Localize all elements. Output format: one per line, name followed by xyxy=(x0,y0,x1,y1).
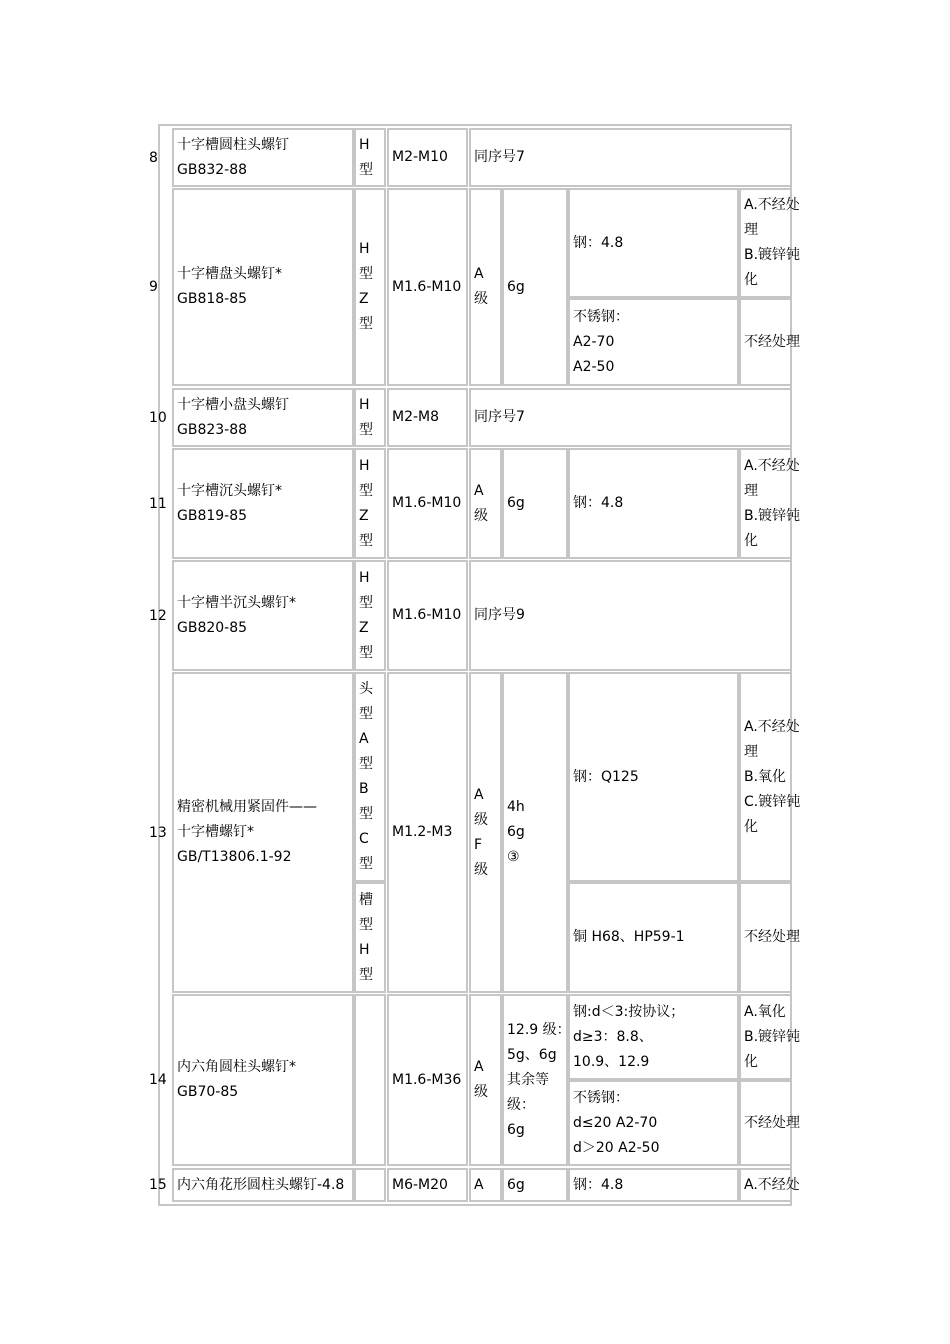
spec-range-cell-line: M2-M8 xyxy=(392,409,440,425)
head-type-cell-line: 型 xyxy=(359,421,373,438)
grade-cell-line: A xyxy=(474,266,484,282)
head-type-cell xyxy=(354,128,386,187)
thread-tolerance-cell xyxy=(502,188,568,386)
material-cell xyxy=(568,994,739,1080)
surface-treatment-cell-line: 不经处理 xyxy=(744,929,800,945)
product-name-cell-line: 十字槽半沉头螺钉* xyxy=(177,594,296,611)
row-number: 10 xyxy=(149,409,167,426)
product-name-cell xyxy=(172,128,354,187)
product-name-cell xyxy=(172,448,354,559)
head-type-cell xyxy=(354,448,386,559)
head-type-cell xyxy=(354,1168,386,1202)
spec-range-cell xyxy=(387,448,468,559)
head-type-cell-line: 型 xyxy=(359,644,373,661)
thread-tolerance-cell-line: 6g xyxy=(507,278,525,295)
grade-cell xyxy=(469,672,502,993)
spec-range-cell-line: M1.6-M10 xyxy=(392,278,462,295)
reference-note: 同序号9 xyxy=(474,607,525,623)
thread-tolerance-cell-line: ③ xyxy=(507,849,520,865)
product-name-cell-line: GB823-88 xyxy=(177,421,248,438)
thread-tolerance-cell-line: 6g xyxy=(507,1176,525,1193)
thread-tolerance-cell xyxy=(502,672,568,993)
spec-range-cell xyxy=(387,1168,468,1202)
surface-treatment-cell xyxy=(739,994,801,1080)
product-name-cell-line: 精密机械用紧固件—— xyxy=(177,799,317,815)
surface-treatment-cell-line: C.镀锌钝 xyxy=(744,793,801,810)
surface-treatment-cell-line: 不经处理 xyxy=(744,1114,800,1131)
product-name-cell-line: GB818-85 xyxy=(177,291,248,307)
product-name-cell xyxy=(172,388,354,447)
surface-treatment-cell-line: A.氧化 xyxy=(744,1003,786,1020)
material-cell-line: 不锈钢： xyxy=(573,1089,629,1106)
thread-tolerance-cell xyxy=(502,448,568,559)
surface-treatment-cell-line: B.镀锌钝 xyxy=(744,247,801,263)
head-type-cell xyxy=(354,994,386,1166)
material-cell-line: 钢：4.8 xyxy=(573,234,624,251)
surface-treatment-cell xyxy=(739,672,801,882)
spec-range-cell-line: M1.6-M10 xyxy=(392,607,462,623)
head-type-cell-line: 头 xyxy=(359,681,373,697)
row-number: 14 xyxy=(149,1072,167,1088)
reference-note: 同序号7 xyxy=(474,409,525,425)
spec-range-cell xyxy=(387,994,468,1166)
head-type-cell-line: 型 xyxy=(359,806,373,822)
surface-treatment-cell-line: 化 xyxy=(744,532,758,549)
surface-treatment-cell-line: A.不经处 xyxy=(744,718,800,735)
head-type-cell-line: 型 xyxy=(359,594,373,611)
surface-treatment-cell-line: A.不经处 xyxy=(744,457,800,474)
product-name-cell-line: 十字槽沉头螺钉* xyxy=(177,482,282,499)
head-type-cell-line: 型 xyxy=(359,316,373,332)
thread-tolerance-cell-line: 4h xyxy=(507,799,525,815)
spec-range-cell-line: M1.2-M3 xyxy=(392,824,453,840)
thread-tolerance-cell-line: 6g xyxy=(507,824,525,840)
row-number: 15 xyxy=(149,1177,167,1193)
head-type-cell-line: B xyxy=(359,781,369,797)
grade-cell xyxy=(469,994,502,1166)
head-type-cell xyxy=(354,672,386,882)
recess-type-cell-line: H xyxy=(359,941,370,958)
thread-tolerance-cell xyxy=(502,994,571,1166)
spec-range-cell-line: M2-M10 xyxy=(392,149,448,165)
material-cell-line: 钢：4.8 xyxy=(573,1176,624,1193)
grade-cell-line: A xyxy=(474,1059,484,1075)
head-type-cell-line: Z xyxy=(359,291,369,307)
grade-cell xyxy=(469,448,502,559)
surface-treatment-cell-line: 理 xyxy=(744,482,758,499)
grade-cell-line: 级 xyxy=(474,1084,488,1100)
product-name-cell-line: 十字槽盘头螺钉* xyxy=(177,266,282,282)
thread-tolerance-cell-line: 6g xyxy=(507,1121,525,1138)
product-name-cell-line: 内六角圆柱头螺钉* xyxy=(177,1059,296,1075)
surface-treatment-cell-line: 理 xyxy=(744,743,758,760)
product-name-cell-line: GB/T13806.1-92 xyxy=(177,849,292,865)
product-name-cell-line: GB819-85 xyxy=(177,507,248,524)
head-type-cell-line: H xyxy=(359,241,370,257)
head-type-cell-line: 型 xyxy=(359,706,373,722)
recess-type-cell xyxy=(354,882,386,993)
head-type-cell-line: Z xyxy=(359,507,369,524)
thread-tolerance-cell-line: 6g xyxy=(507,495,525,511)
head-type-cell-line: 型 xyxy=(359,532,373,549)
grade-cell-line: A xyxy=(474,1176,484,1193)
material-cell-line: d＞20 A2-50 xyxy=(573,1139,660,1156)
head-type-cell-line: 型 xyxy=(359,856,373,872)
row-number: 12 xyxy=(149,607,167,624)
material-cell xyxy=(568,188,739,298)
material-cell xyxy=(568,298,739,386)
product-name-cell-line: 十字槽小盘头螺钉 xyxy=(177,396,289,413)
surface-treatment-cell-line: 理 xyxy=(744,222,758,238)
row-number: 9 xyxy=(149,279,158,295)
surface-treatment-cell xyxy=(739,1168,800,1202)
thread-tolerance-cell-line: 其余等 xyxy=(507,1071,549,1088)
grade-cell-line: A xyxy=(474,786,484,803)
recess-type-cell-line: 槽 xyxy=(359,891,373,908)
surface-treatment-cell xyxy=(739,882,800,993)
material-cell-line: d≤20 A2-70 xyxy=(573,1114,658,1131)
product-name-cell xyxy=(172,560,354,671)
product-name-cell-line: 内六角花形圆柱头螺钉-4.8 xyxy=(177,1176,345,1193)
product-name-cell-line: 十字槽圆柱头螺钉 xyxy=(177,136,289,153)
spec-range-cell-line: M1.6-M36 xyxy=(392,1071,462,1088)
head-type-cell-line: 型 xyxy=(359,756,373,772)
surface-treatment-cell xyxy=(739,298,800,386)
thread-tolerance-cell-line: 5g、6g xyxy=(507,1046,557,1063)
product-name-cell-line: GB832-88 xyxy=(177,161,248,178)
surface-treatment-cell-line: 化 xyxy=(744,1053,758,1070)
head-type-cell-line: H xyxy=(359,457,370,474)
grade-cell xyxy=(469,188,502,386)
material-cell xyxy=(568,448,739,559)
surface-treatment-cell-line: B.氧化 xyxy=(744,768,787,785)
material-cell-line: 铜 H68、HP59-1 xyxy=(573,929,685,945)
head-type-cell xyxy=(354,560,386,671)
row-number: 13 xyxy=(149,824,167,841)
grade-cell-line: A xyxy=(474,482,484,499)
head-type-cell-line: 型 xyxy=(359,266,373,282)
material-cell-line: 钢：4.8 xyxy=(573,495,624,511)
product-name-cell xyxy=(172,994,354,1166)
product-name-cell-line: GB70-85 xyxy=(177,1084,239,1100)
head-type-cell-line: Z xyxy=(359,619,369,636)
thread-tolerance-cell xyxy=(502,1168,568,1202)
spec-range-cell xyxy=(387,560,468,671)
surface-treatment-cell-line: 不经处理 xyxy=(744,333,800,350)
material-cell-line: 钢:d＜3:按协议； xyxy=(573,1003,685,1020)
surface-treatment-cell-line: A.不经处 xyxy=(744,197,800,213)
grade-cell-line: 级 xyxy=(474,291,488,307)
surface-treatment-cell-line: B.镀锌钝 xyxy=(744,507,801,524)
product-name-cell-line: 十字槽螺钉* xyxy=(177,824,254,840)
head-type-cell-line: H xyxy=(359,396,370,413)
surface-treatment-cell xyxy=(739,448,801,559)
spec-range-cell xyxy=(387,672,468,993)
spec-range-cell xyxy=(387,128,468,187)
product-name-cell-line: GB820-85 xyxy=(177,619,248,636)
row-number: 11 xyxy=(149,495,167,512)
grade-cell xyxy=(469,1168,502,1202)
head-type-cell-line: H xyxy=(359,136,370,153)
product-name-cell xyxy=(172,672,354,993)
head-type-cell-line: 型 xyxy=(359,161,373,178)
thread-tolerance-cell-line: 级： xyxy=(507,1096,535,1113)
reference-note: 同序号7 xyxy=(474,149,525,165)
material-cell-line: d≥3：8.8、 xyxy=(573,1028,653,1045)
surface-treatment-cell-line: B.镀锌钝 xyxy=(744,1028,801,1045)
reference-note-cell xyxy=(469,560,791,671)
row-number: 8 xyxy=(149,149,158,166)
recess-type-cell-line: 型 xyxy=(359,966,373,983)
material-cell xyxy=(568,672,739,882)
head-type-cell-line: A xyxy=(359,731,369,747)
material-cell-line: 10.9、12.9 xyxy=(573,1053,650,1070)
spec-range-cell xyxy=(387,188,468,386)
material-cell xyxy=(568,1080,739,1166)
head-type-cell-line: C xyxy=(359,831,369,847)
head-type-cell xyxy=(354,188,386,386)
reference-note-cell xyxy=(469,128,791,187)
surface-treatment-cell xyxy=(739,1080,800,1166)
material-cell-line: A2-50 xyxy=(573,358,615,375)
material-cell-line: 钢：Q125 xyxy=(573,768,639,785)
recess-type-cell-line: 型 xyxy=(359,916,373,933)
grade-cell-line: 级 xyxy=(474,507,488,524)
grade-cell-line: 级 xyxy=(474,861,488,878)
head-type-cell-line: H xyxy=(359,569,370,586)
product-name-cell xyxy=(172,1168,354,1202)
grade-cell-line: 级 xyxy=(474,811,488,828)
surface-treatment-cell-line: A.不经处 xyxy=(744,1176,800,1193)
spec-range-cell-line: M1.6-M10 xyxy=(392,495,462,511)
surface-treatment-cell-line: 化 xyxy=(744,818,758,835)
material-cell-line: A2-70 xyxy=(573,333,615,350)
head-type-cell-line: 型 xyxy=(359,482,373,499)
product-name-cell xyxy=(172,188,354,386)
thread-tolerance-cell-line: 12.9 级： xyxy=(507,1021,571,1038)
surface-treatment-cell-line: 化 xyxy=(744,272,758,288)
material-cell xyxy=(568,1168,739,1202)
grade-cell-line: F xyxy=(474,836,483,853)
surface-treatment-cell xyxy=(739,188,801,298)
material-cell xyxy=(568,882,739,993)
spec-range-cell xyxy=(387,388,468,447)
head-type-cell xyxy=(354,388,386,447)
reference-note-cell xyxy=(469,388,791,447)
material-cell-line: 不锈钢： xyxy=(573,308,629,325)
spec-range-cell-line: M6-M20 xyxy=(392,1176,448,1193)
